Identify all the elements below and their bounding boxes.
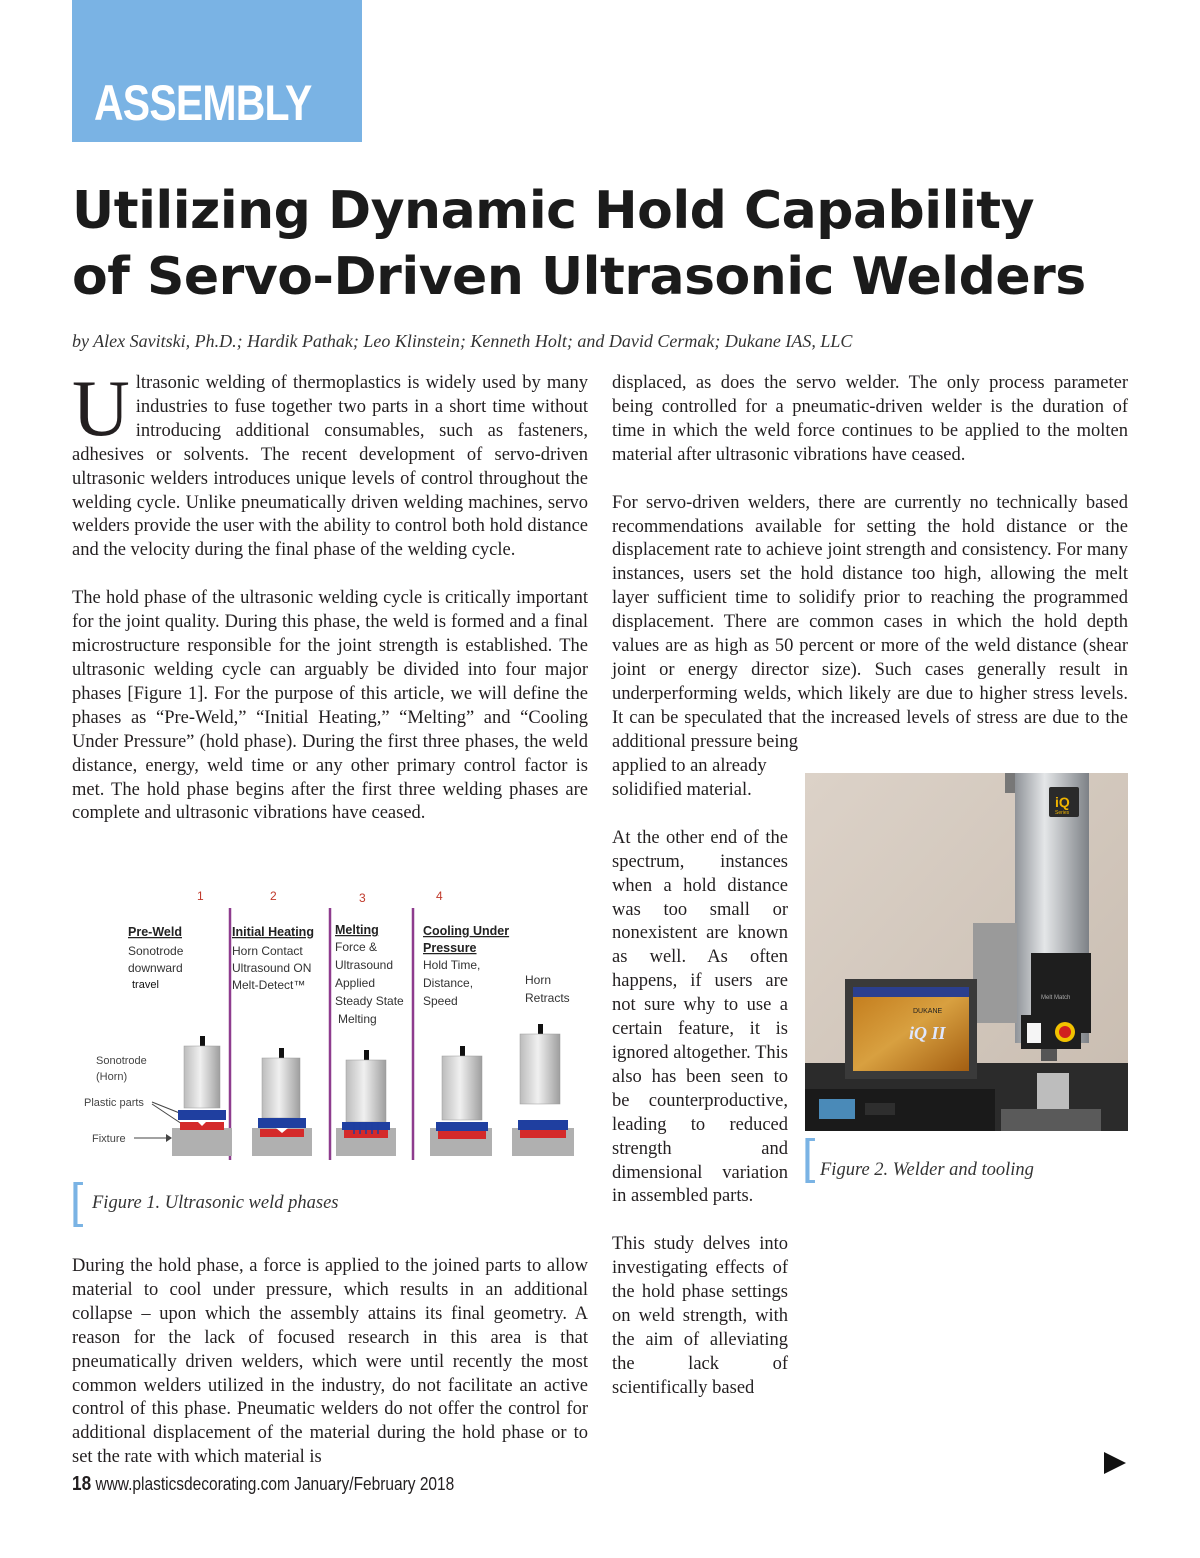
article-title xyxy=(72,178,1152,310)
pre-weld-line-2: downward xyxy=(128,961,183,975)
cooling-line-1: Hold Time, xyxy=(423,958,481,972)
melting-line-2: Ultrasound xyxy=(335,958,394,972)
figure-1-weld-phases xyxy=(72,878,592,1178)
stand-label: Melt Match xyxy=(1041,995,1071,1001)
pointer-plastic-2 xyxy=(152,1104,182,1124)
label-fixture: Fixture xyxy=(92,1133,126,1145)
figure-2-caption: Figure 2. Welder and tooling xyxy=(820,1160,1034,1180)
melting-line-1: Force & xyxy=(335,940,378,954)
phase-number-2: 2 xyxy=(270,889,277,903)
column-2-top xyxy=(612,372,1128,755)
paragraph-hold-phase: The hold phase of the ultrasonic welding cycle is critically important for the joint quality. During this phase, the weld is formed and a final microstructure responsible for the joint strength is established. The ultrasonic welding cycle can arguably be divided into four major phases [Figure 1]. For the purpose of this article, we will define the phases as “Pre-Weld,” “Initial Heating,” “Melting” and “Cooling Under Pressure” (hold phase). During the first three phases, the weld distance, energy, weld time or any other primary control factor is met. The hold phase begins after the first three welding phases are complete and ultrasonic vibrations have ceased. xyxy=(72,588,588,824)
paragraph-other-end: At the other end of the spectrum, instances when a hold distance was too small or nonexistent are known as well. As often happens, if users are not sure why to use a certain feature, it is ignored altogether. This also has been seen to be counterproductive, leading to reduced strength and dimensional variation in assembled parts. xyxy=(612,827,788,1207)
section-label: ASSEMBLY xyxy=(94,75,312,131)
pointer-fixture-head xyxy=(166,1134,172,1142)
horn-retracts-line-2: Retracts xyxy=(525,991,570,1005)
next-page-arrow-icon[interactable] xyxy=(1104,1452,1126,1474)
phase-number-3: 3 xyxy=(359,891,366,905)
screen-brand: DUKANE xyxy=(913,1008,943,1015)
paragraph-displaced: displaced, as does the servo welder. The only process parameter being controlled for a pneumatic-driven welder is the duration of time in which the weld force continues to be applied to the molten material after ultrasonic vibrations have ceased. xyxy=(612,373,1128,465)
pre-weld-line-1: Sonotrode xyxy=(128,944,184,958)
caption-bracket-2: [ xyxy=(802,1131,816,1184)
panel-buttons xyxy=(865,1103,895,1115)
paragraph-intro xyxy=(72,365,588,563)
iq-badge-sub: Series xyxy=(1055,810,1070,816)
paragraph-pneumatic: During the hold phase, a force is applied to the joined parts to allow material to cool under pressure, which results in an additional collapse – upon which the assembly attains its final geometry. A reason for the lack of focused research in this area is that pneumatically driven welders, which were until recently the most common welders utilized in the industry, do not facilitate an active control of this phase. Pneumatic welders do not offer the control for additional displacement of the material during the hold phase or to set the rate with which material is xyxy=(72,1256,588,1468)
panel-display xyxy=(819,1099,855,1119)
label-plastic-parts: Plastic parts xyxy=(84,1097,144,1109)
cooling-line-2: Distance, xyxy=(423,976,474,990)
heading-melting: Melting xyxy=(335,923,379,937)
cooling-line-3: Speed xyxy=(423,994,458,1008)
label-horn: (Horn) xyxy=(96,1071,128,1083)
drop-cap: U xyxy=(72,365,130,453)
estop-button xyxy=(1059,1026,1071,1038)
page-footer xyxy=(72,1473,454,1496)
initial-heating-line-3: Melt-Detect™ xyxy=(232,978,306,992)
station-cooling xyxy=(430,1046,492,1156)
station-melting xyxy=(336,1050,396,1156)
phase-number-1: 1 xyxy=(197,889,204,903)
section-banner xyxy=(72,0,362,142)
paragraph-intro-text: ltrasonic welding of thermoplastics is widely used by many industries to fuse together two parts in a short time without introducing additional consumables, such as fasteners, adhesives or solvents. The recent development of servo-driven ultrasonic welders introduces unique levels of control throughout the welding cycle. Unlike pneumatically driven welding machines, servo welders provide the user with the ability to control both hold distance and the velocity during the final phase of the welding cycle. xyxy=(72,373,588,561)
phase-number-4: 4 xyxy=(436,889,443,903)
paragraph-solidified: applied to an already solidified material. xyxy=(612,756,767,800)
station-pre-weld xyxy=(172,1036,232,1156)
horn xyxy=(1037,1073,1069,1113)
melting-line-5: Melting xyxy=(338,1012,377,1026)
initial-heating-line-1: Horn Contact xyxy=(232,944,303,958)
page-number: 18 xyxy=(72,1473,92,1495)
heading-initial-heating: Initial Heating xyxy=(232,925,314,939)
monitor-titlebar xyxy=(853,987,969,997)
footer-issue: January/February 2018 xyxy=(294,1474,455,1494)
label-sonotrode: Sonotrode xyxy=(96,1055,147,1067)
column-1-top xyxy=(72,365,588,850)
heading-pressure: Pressure xyxy=(423,941,477,955)
column-2-narrow xyxy=(612,755,788,1425)
initial-heating-line-2: Ultrasound ON xyxy=(232,961,312,975)
title-line-2: of Servo-Driven Ultrasonic Welders xyxy=(72,247,1086,307)
paragraph-servo-recommendations: For servo-driven welders, there are currently no technically based recommendations available for setting the hold distance or the displacement rate to achieve joint strength and consistency. For many instances, users set the hold distance too high, allowing the melt layer sufficient time to solidify prior to reaching the programmed displacement. There are common cases in which the hold depth values are as high as 50 percent or more of the weld distance (shear joint or energy director size). Such cases generally result in underperforming welds, which likely are due to higher stress levels. It can be speculated that the increased levels of stress are due to the additional pressure being xyxy=(612,492,1128,752)
pointer-plastic-1 xyxy=(152,1102,182,1114)
figure-1-caption: Figure 1. Ultrasonic weld phases xyxy=(92,1193,339,1213)
horn-retracts-line-1: Horn xyxy=(525,973,552,987)
iq-badge-text: iQ xyxy=(1055,794,1070,810)
heading-cooling: Cooling Under xyxy=(423,924,510,938)
footer-site[interactable]: www.plasticsdecorating.com xyxy=(95,1474,290,1494)
power-switch xyxy=(1027,1023,1041,1043)
station-horn-retracts xyxy=(512,1024,574,1156)
fixture-base xyxy=(1001,1109,1101,1131)
caption-bracket-1: [ xyxy=(70,1175,84,1228)
column-1-bottom xyxy=(72,1255,588,1494)
byline: by Alex Savitski, Ph.D.; Hardik Pathak; Leo Klinstein; Kenneth Holt; and David Cermak; Dukane IAS, LLC xyxy=(72,331,853,351)
screen-model: iQ II xyxy=(909,1023,946,1043)
heading-pre-weld: Pre-Weld xyxy=(128,925,182,939)
melting-line-4: Steady State xyxy=(335,994,404,1008)
paragraph-study: This study delves into investigating effects of the hold phase settings on weld strength, with the aim of alleviating the lack of scientifically based xyxy=(612,1234,788,1398)
figure-2-welder-photo xyxy=(805,773,1128,1131)
station-initial-heating xyxy=(252,1048,312,1156)
melting-line-3: Applied xyxy=(335,976,376,990)
monitor-arm xyxy=(973,923,1017,1023)
title-line-1: Utilizing Dynamic Hold Capability xyxy=(72,181,1035,241)
pre-weld-line-3: travel xyxy=(132,979,159,991)
